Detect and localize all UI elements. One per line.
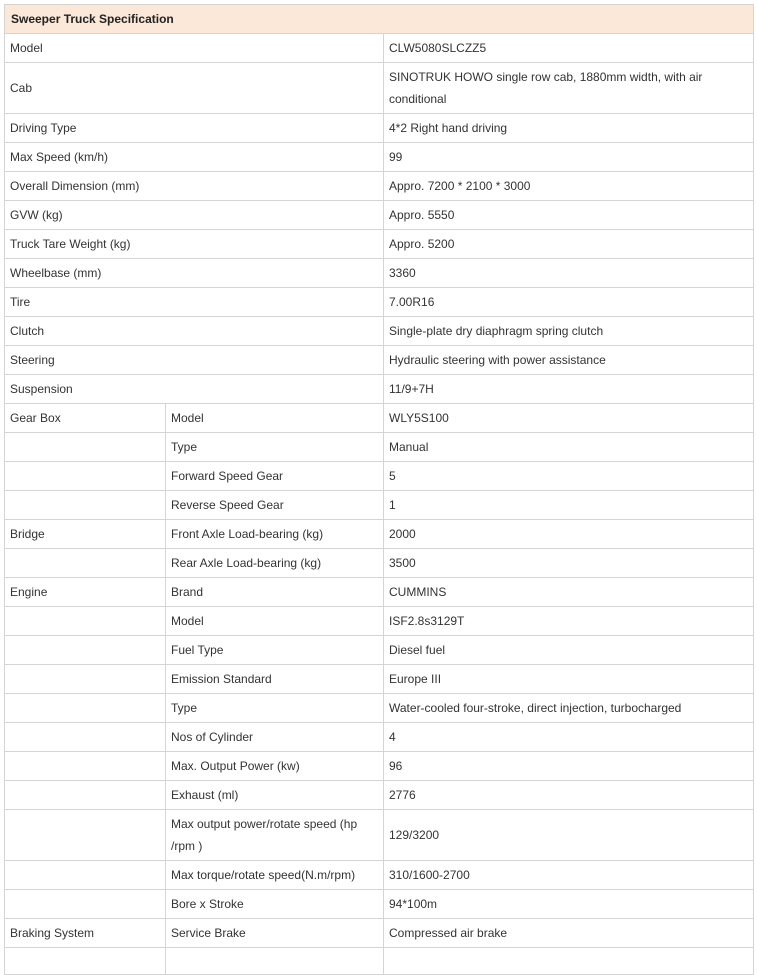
table-row xyxy=(5,259,754,288)
sub-value: Diesel fuel xyxy=(384,636,754,665)
sub-value: 2000 xyxy=(384,520,754,549)
table-row xyxy=(5,462,754,491)
table-row xyxy=(5,694,754,723)
table-row xyxy=(5,948,754,975)
empty-cell xyxy=(5,948,166,975)
sub-value: 1 xyxy=(384,491,754,520)
group-label-braking-system: Braking System xyxy=(5,919,166,948)
sub-value: 5 xyxy=(384,462,754,491)
sub-value: WLY5S100 xyxy=(384,404,754,433)
row-label: Model xyxy=(5,34,384,63)
row-value: Appro. 7200 * 2100 * 3000 xyxy=(384,172,754,201)
row-value: 11/9+7H xyxy=(384,375,754,404)
sub-label: Exhaust (ml) xyxy=(166,781,384,810)
empty-cell xyxy=(5,694,166,723)
table-row xyxy=(5,114,754,143)
sub-label: Bore x Stroke xyxy=(166,890,384,919)
sub-label: Nos of Cylinder xyxy=(166,723,384,752)
table-row xyxy=(5,230,754,259)
sub-label: Model xyxy=(166,404,384,433)
group-label-engine: Engine xyxy=(5,578,166,607)
table-row xyxy=(5,375,754,404)
table-row xyxy=(5,578,754,607)
table-title-row xyxy=(5,5,754,34)
table-row xyxy=(5,752,754,781)
empty-cell xyxy=(5,433,166,462)
table-row xyxy=(5,665,754,694)
row-label: Wheelbase (mm) xyxy=(5,259,384,288)
sub-label: Forward Speed Gear xyxy=(166,462,384,491)
sub-value xyxy=(384,948,754,975)
empty-cell xyxy=(5,781,166,810)
sub-value: Water-cooled four-stroke, direct injection, turbocharged xyxy=(384,694,754,723)
row-value: Appro. 5200 xyxy=(384,230,754,259)
sub-value: Manual xyxy=(384,433,754,462)
empty-cell xyxy=(5,752,166,781)
table-row xyxy=(5,607,754,636)
table-row xyxy=(5,520,754,549)
row-value: Hydraulic steering with power assistance xyxy=(384,346,754,375)
row-value: Appro. 5550 xyxy=(384,201,754,230)
sub-label: Fuel Type xyxy=(166,636,384,665)
table-row xyxy=(5,890,754,919)
empty-cell xyxy=(5,861,166,890)
table-row xyxy=(5,781,754,810)
sub-value: CUMMINS xyxy=(384,578,754,607)
sub-label: Brand xyxy=(166,578,384,607)
table-row xyxy=(5,636,754,665)
row-label: Driving Type xyxy=(5,114,384,143)
sub-label: Service Brake xyxy=(166,919,384,948)
empty-cell xyxy=(5,607,166,636)
sub-value: 4 xyxy=(384,723,754,752)
empty-cell xyxy=(5,491,166,520)
table-row xyxy=(5,63,754,114)
sub-label: Type xyxy=(166,694,384,723)
row-label: Steering xyxy=(5,346,384,375)
sub-value: 310/1600-2700 xyxy=(384,861,754,890)
empty-cell xyxy=(5,665,166,694)
row-label: GVW (kg) xyxy=(5,201,384,230)
sub-label: Reverse Speed Gear xyxy=(166,491,384,520)
row-label: Cab xyxy=(5,63,384,114)
empty-cell xyxy=(5,810,166,861)
row-value: SINOTRUK HOWO single row cab, 1880mm width, with air conditional xyxy=(384,63,754,114)
row-value: 7.00R16 xyxy=(384,288,754,317)
row-value: 99 xyxy=(384,143,754,172)
table-row xyxy=(5,491,754,520)
sub-label: Type xyxy=(166,433,384,462)
sub-label: Rear Axle Load-bearing (kg) xyxy=(166,549,384,578)
empty-cell xyxy=(5,462,166,491)
sub-value: Europe III xyxy=(384,665,754,694)
sub-label: Front Axle Load-bearing (kg) xyxy=(166,520,384,549)
row-label: Suspension xyxy=(5,375,384,404)
table-row xyxy=(5,317,754,346)
empty-cell xyxy=(5,723,166,752)
group-label-bridge: Bridge xyxy=(5,520,166,549)
table-row xyxy=(5,433,754,462)
row-label: Tire xyxy=(5,288,384,317)
sub-value: 129/3200 xyxy=(384,810,754,861)
sub-value: 94*100m xyxy=(384,890,754,919)
table-row xyxy=(5,919,754,948)
row-value: Single-plate dry diaphragm spring clutch xyxy=(384,317,754,346)
table-row xyxy=(5,549,754,578)
sub-label xyxy=(166,948,384,975)
row-label: Max Speed (km/h) xyxy=(5,143,384,172)
sub-value: 3500 xyxy=(384,549,754,578)
empty-cell xyxy=(5,890,166,919)
table-row xyxy=(5,810,754,861)
sub-value: Compressed air brake xyxy=(384,919,754,948)
table-row xyxy=(5,861,754,890)
table-row xyxy=(5,723,754,752)
group-label-gear-box: Gear Box xyxy=(5,404,166,433)
table-row xyxy=(5,34,754,63)
row-value: CLW5080SLCZZ5 xyxy=(384,34,754,63)
sub-label: Max output power/rotate speed (hp /rpm ) xyxy=(166,810,384,861)
sub-label: Max. Output Power (kw) xyxy=(166,752,384,781)
table-row xyxy=(5,404,754,433)
row-value: 4*2 Right hand driving xyxy=(384,114,754,143)
sub-value: ISF2.8s3129T xyxy=(384,607,754,636)
empty-cell xyxy=(5,549,166,578)
sub-label: Model xyxy=(166,607,384,636)
row-label: Overall Dimension (mm) xyxy=(5,172,384,201)
table-row xyxy=(5,201,754,230)
row-label: Clutch xyxy=(5,317,384,346)
table-row xyxy=(5,288,754,317)
sub-label: Max torque/rotate speed(N.m/rpm) xyxy=(166,861,384,890)
row-value: 3360 xyxy=(384,259,754,288)
sub-label: Emission Standard xyxy=(166,665,384,694)
table-title: Sweeper Truck Specification xyxy=(5,5,754,34)
row-label: Truck Tare Weight (kg) xyxy=(5,230,384,259)
table-row xyxy=(5,346,754,375)
spec-table xyxy=(4,4,754,975)
table-row xyxy=(5,172,754,201)
empty-cell xyxy=(5,636,166,665)
sub-value: 2776 xyxy=(384,781,754,810)
table-row xyxy=(5,143,754,172)
sub-value: 96 xyxy=(384,752,754,781)
